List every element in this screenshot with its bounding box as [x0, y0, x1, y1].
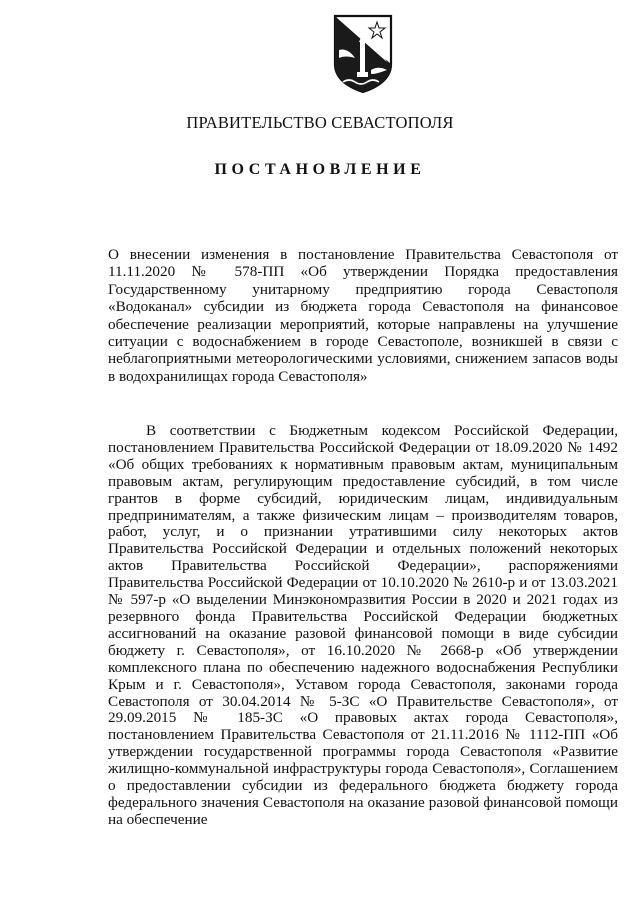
government-name: ПРАВИТЕЛЬСТВО СЕВАСТОПОЛЯ	[186, 113, 454, 132]
body-paragraph: В соответствии с Бюджетным кодексом Российской Федерации, постановлением Правительства Российской Федерации от 18.09.2020 № 1492 «Об общих требованиях к нормативным правовым актам, муниципальным правовым актам, регулирующим предоставление субсидий, в том числе грантов в форме субсидий, юридическим лицам, индивидуальным предпринимателям, а также физическим лицам – производителям товаров, работ, услуг, и о признании утратившими силу некоторых актов Правительства Российской Федерации и отдельных положений некоторых актов Правительства Российской Федерации», распоряжениями Правительства Российской Федерации от 10.10.2020 № 2610-р и от 13.03.2021 № 597-р «О выделении Минэкономразвития России в 2020 и 2021 годах из резервного фонда Правительства Российской Федерации бюджетных ассигнований на оказание разовой финансовой помощи в виде субсидии бюджету г. Севастополя», от 16.10.2020 № 2668-р «Об утверждении комплексного плана по обеспечению надежного водоснабжения Республики Крым и г. Севастополя», Уставом города Севастополя, законами города Севастополя от 30.04.2014 № 5-ЗС «О Правительстве Севастополя», от 29.09.2015 № 185-ЗС «О правовых актах города Севастополя», постановлением Правительства Севастополя от 21.11.2016 № 1112-ПП «Об утверждении государственной программы города Севастополя «Развитие жилищно-коммунальной инфраструктуры города Севастополя», Соглашением о предоставлении субсидии из федерального бюджета бюджету города федерального значения Севастополя на оказание разовой финансовой помощи на обеспечение	[108, 422, 618, 828]
sevastopol-coat-of-arms-icon	[331, 12, 395, 94]
document-type-title: ПОСТАНОВЛЕНИЕ	[214, 161, 426, 178]
document-subject: О внесении изменения в постановление Правительства Севастополя от 11.11.2020 № 578-ПП «Об утверждении Порядка предоставления Государственному унитарному предприятию города Севастополя «Водоканал» субсидии из бюджета города Севастополя на финансовое обеспечение реализации мероприятий, которые направлены на улучшение ситуации с водоснабжением в городе Севастополе, возникшей в связи с неблагоприятными метеорологическими условиями, снижением запасов воды в водохранилищах города Севастополя»	[108, 246, 618, 385]
